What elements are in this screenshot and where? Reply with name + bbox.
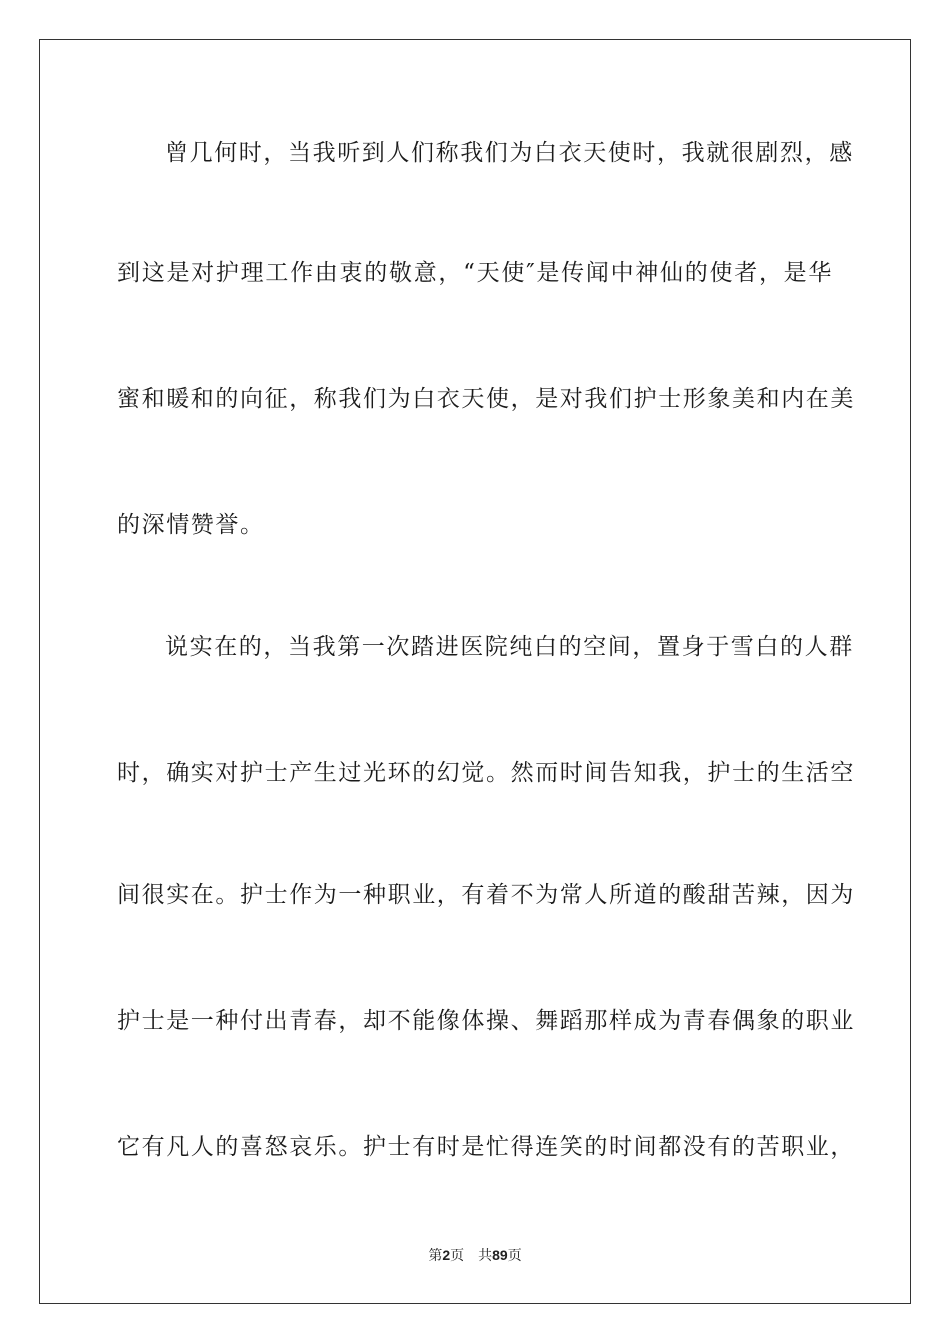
paragraph-2-line-3: 间很实在。护士作为一种职业，有着不为常人所道的酸甜苦辣，因为 <box>117 882 855 908</box>
page-prefix: 第 <box>428 1248 443 1264</box>
total-prefix: 共 <box>478 1248 493 1264</box>
page-border <box>39 39 911 1304</box>
paragraph-1-line-3: 蜜和暖和的向征，称我们为白衣天使，是对我们护士形象美和内在美 <box>117 386 855 412</box>
page-number: 2 <box>442 1247 451 1263</box>
paragraph-1-line-1: 曾几何时，当我听到人们称我们为白衣天使时，我就很剧烈，感 <box>165 140 854 166</box>
paragraph-1-line-2: 到这是对护理工作由衷的敬意，“天使″是传闻中神仙的使者，是华 <box>117 260 833 286</box>
paragraph-2-line-5: 它有凡人的喜怒哀乐。护士有时是忙得连笑的时间都没有的苦职业， <box>117 1134 855 1160</box>
paragraph-2-line-2: 时，确实对护士产生过光环的幻觉。然而时间告知我，护士的生活空 <box>117 760 855 786</box>
paragraph-2-line-1: 说实在的，当我第一次踏进医院纯白的空间，置身于雪白的人群 <box>165 634 854 660</box>
paragraph-2-line-4: 护士是一种付出青春，却不能像体操、舞蹈那样成为青春偶象的职业 <box>117 1008 855 1034</box>
total-suffix: 页 <box>507 1248 522 1264</box>
page-suffix: 页 <box>450 1248 465 1264</box>
page-footer <box>0 1245 950 1266</box>
total-pages: 89 <box>492 1247 508 1263</box>
paragraph-1-line-4: 的深情赞誉。 <box>117 512 265 538</box>
